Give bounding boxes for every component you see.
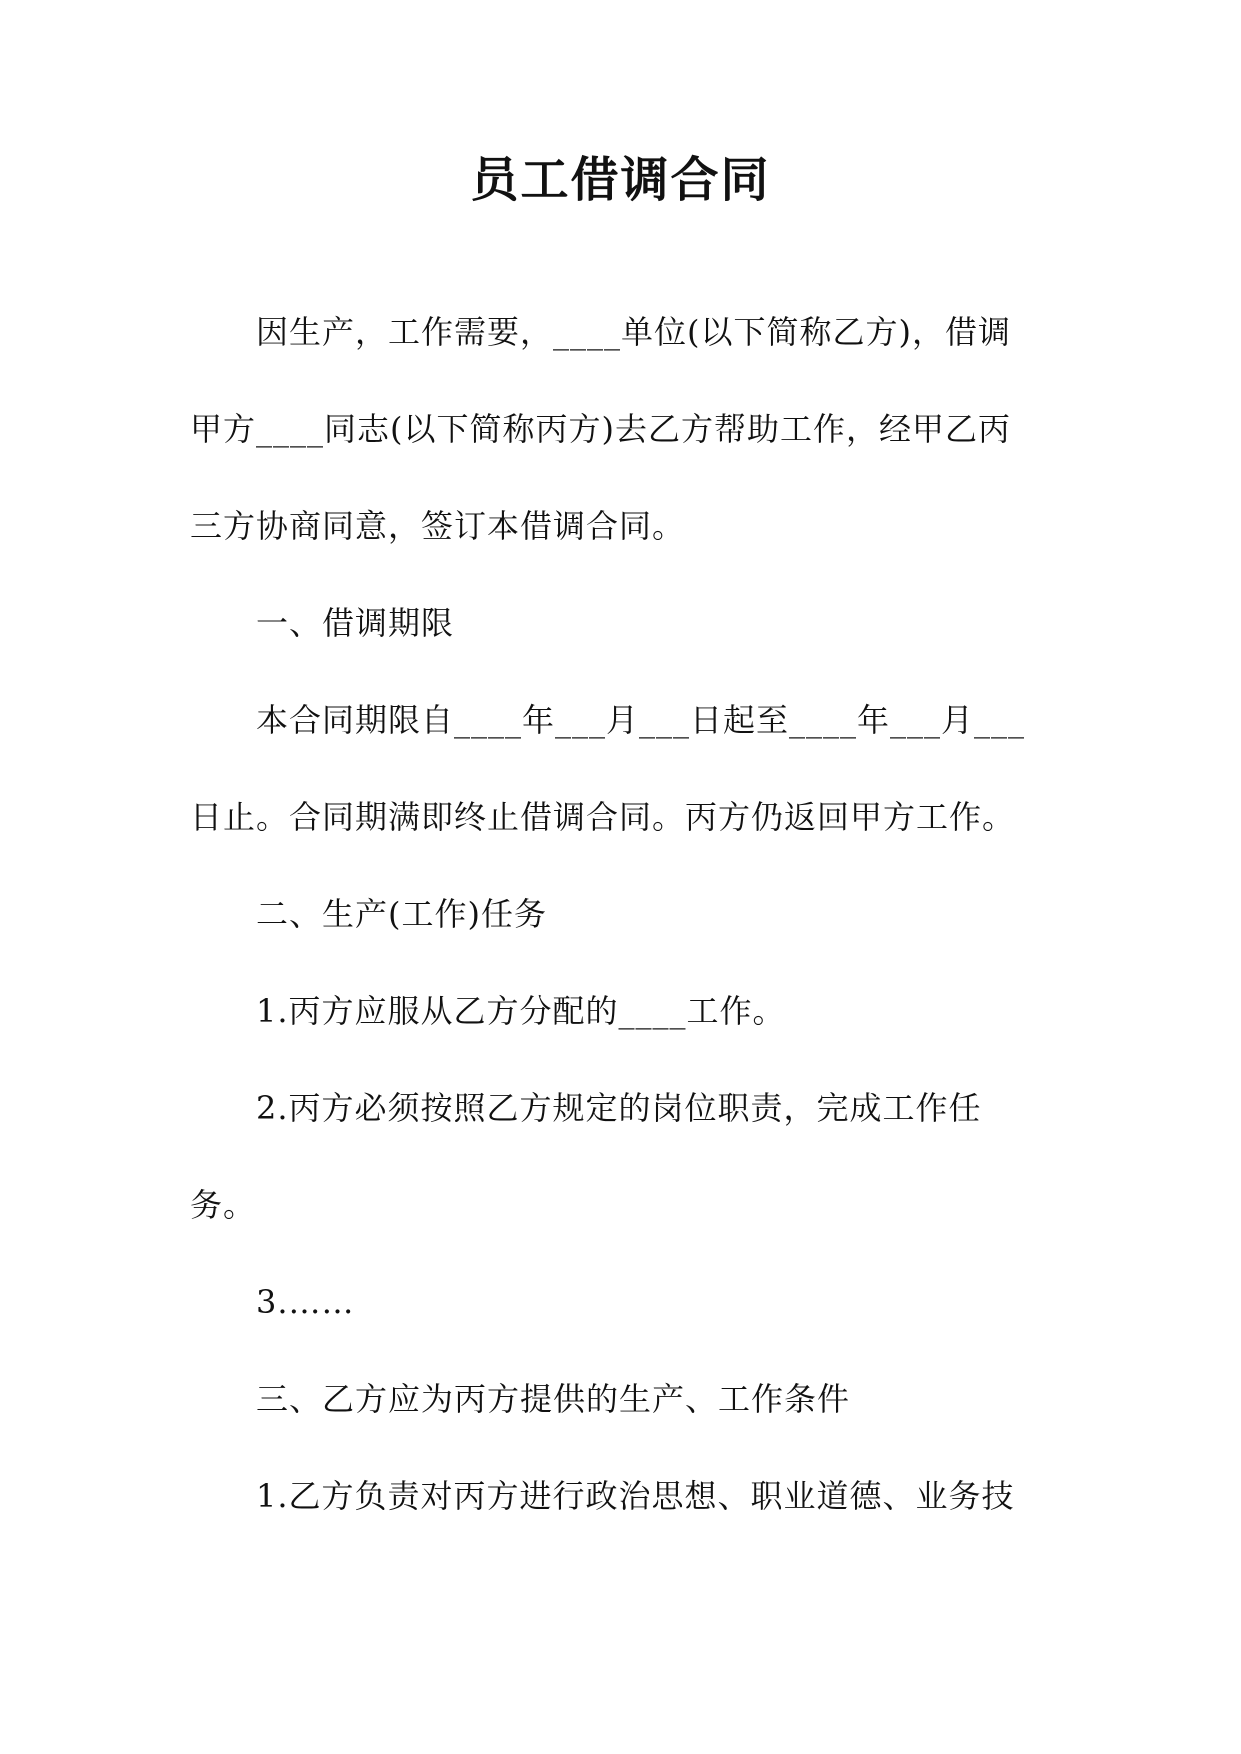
paragraph-line: 三方协商同意，签订本借调合同。 (190, 507, 686, 545)
section-heading: 一、借调期限 (256, 604, 455, 642)
paragraph-line: 日止。合同期满即终止借调合同。丙方仍返回甲方工作。 (190, 798, 1016, 836)
document-body (190, 300, 1030, 1561)
list-item: 2.丙方必须按照乙方规定的岗位职责，完成工作任 (256, 1089, 982, 1127)
paragraph-line: 因生产，工作需要，____单位(以下简称乙方)，借调 (256, 313, 1011, 351)
document-title: 员工借调合同 (470, 152, 771, 208)
paragraph-line: 甲方____同志(以下简称丙方)去乙方帮助工作，经甲乙丙 (190, 410, 1011, 448)
paragraph-line: 本合同期限自____年___月___日起至____年___月___ (256, 701, 1026, 739)
section-heading: 二、生产(工作)任务 (256, 895, 547, 933)
list-item: 3.…… (256, 1283, 355, 1321)
list-item-continuation: 务。 (190, 1186, 257, 1224)
list-item: 1.乙方负责对丙方进行政治思想、职业道德、业务技 (256, 1477, 1015, 1515)
list-item: 1.丙方应服从乙方分配的____工作。 (256, 992, 786, 1030)
section-heading: 三、乙方应为丙方提供的生产、工作条件 (256, 1380, 851, 1418)
